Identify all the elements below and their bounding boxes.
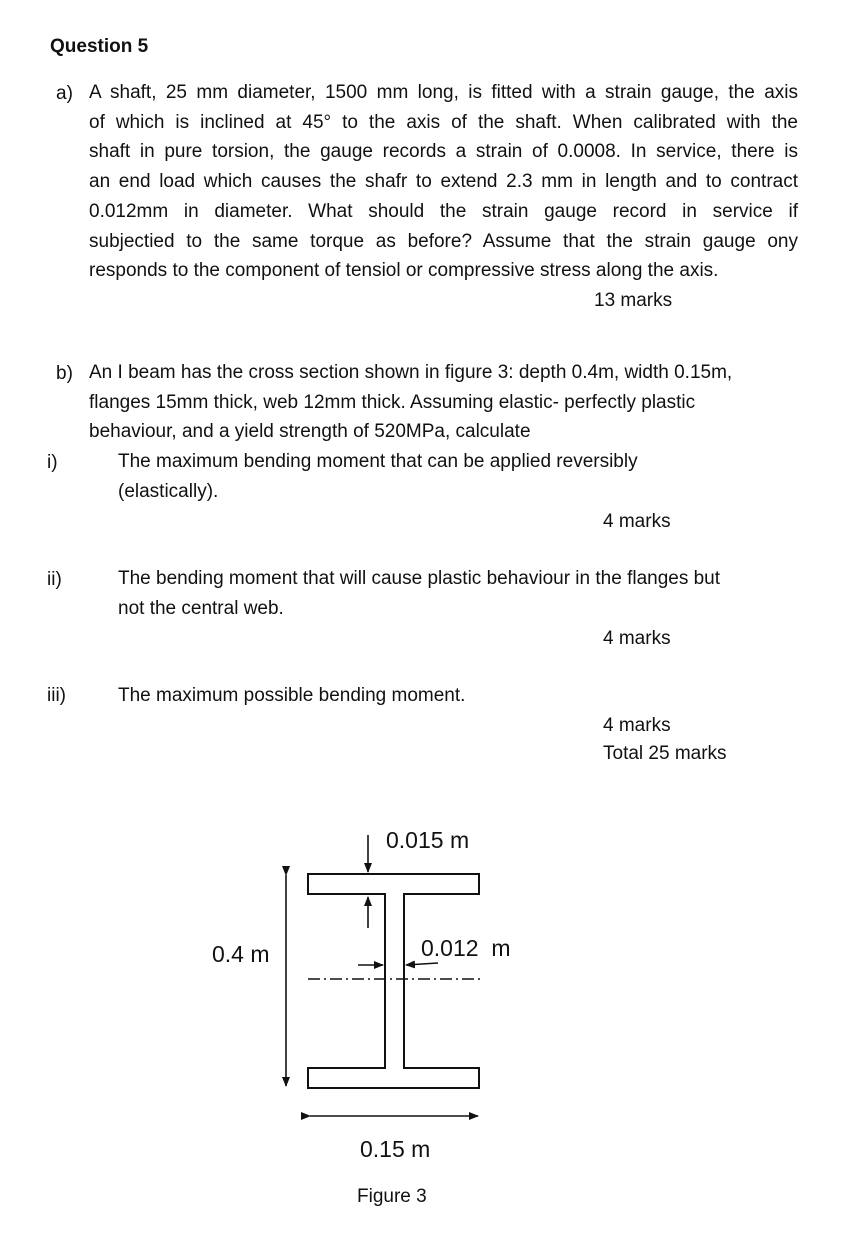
- part-a-line: A shaft, 25 mm diameter, 1500 mm long, is fitted with a strain gauge, the axis: [89, 82, 798, 103]
- part-b-line: flanges 15mm thick, web 12mm thick. Assuming elastic- perfectly plastic: [89, 391, 696, 413]
- web-thickness-arrow-right: [406, 963, 438, 965]
- total-marks: Total 25 marks: [603, 743, 727, 764]
- part-a-line: an end load which causes the shafr to extend 2.3 mm in length and to contract: [89, 171, 798, 193]
- part-b-label: b): [56, 363, 73, 384]
- item-i-line: (elastically).: [118, 480, 219, 502]
- item-iii-text: The maximum possible bending moment.: [118, 685, 466, 706]
- part-b-line: An I beam has the cross section shown in figure 3: depth 0.4m, width 0.15m,: [89, 362, 733, 383]
- item-i-label: i): [47, 452, 58, 473]
- part-a-line: subjectied to the same torque as before? Assume that the strain gauge ony: [89, 230, 798, 252]
- part-a-line: of which is inclined at 45° to the axis of the shaft. When calibrated with the: [89, 111, 798, 133]
- part-a-marks: 13 marks: [594, 290, 673, 311]
- item-i-line: The maximum bending moment that can be applied reversibly: [118, 451, 638, 472]
- figure-caption: Figure 3: [357, 1186, 427, 1207]
- item-i-marks: 4 marks: [603, 511, 671, 532]
- web-thickness-label: 0.012 m: [421, 935, 511, 961]
- item-ii-line: The bending moment that will cause plastic behaviour in the flanges but: [118, 568, 721, 589]
- part-a-label: a): [56, 83, 73, 104]
- part-a-line: 0.012mm in diameter. What should the strain gauge record in service if: [89, 200, 798, 222]
- question-title: Question 5: [50, 36, 149, 57]
- i-beam-outline: [308, 874, 479, 1088]
- width-label: 0.15 m: [360, 1136, 431, 1162]
- depth-label: 0.4 m: [212, 941, 270, 967]
- item-ii-label: ii): [47, 569, 62, 590]
- part-a-line: shaft in pure torsion, the gauge records a strain of 0.0008. In service, there is: [89, 141, 798, 163]
- item-iii-marks: 4 marks: [603, 715, 671, 736]
- part-a-line: responds to the component of tensiol or compressive stress along the axis.: [89, 260, 719, 282]
- part-b-line: behaviour, and a yield strength of 520MPa, calculate: [89, 421, 531, 443]
- item-ii-marks: 4 marks: [603, 628, 671, 649]
- flange-thickness-label: 0.015 m: [386, 827, 470, 853]
- item-ii-line: not the central web.: [118, 597, 284, 619]
- item-iii-label: iii): [47, 685, 66, 706]
